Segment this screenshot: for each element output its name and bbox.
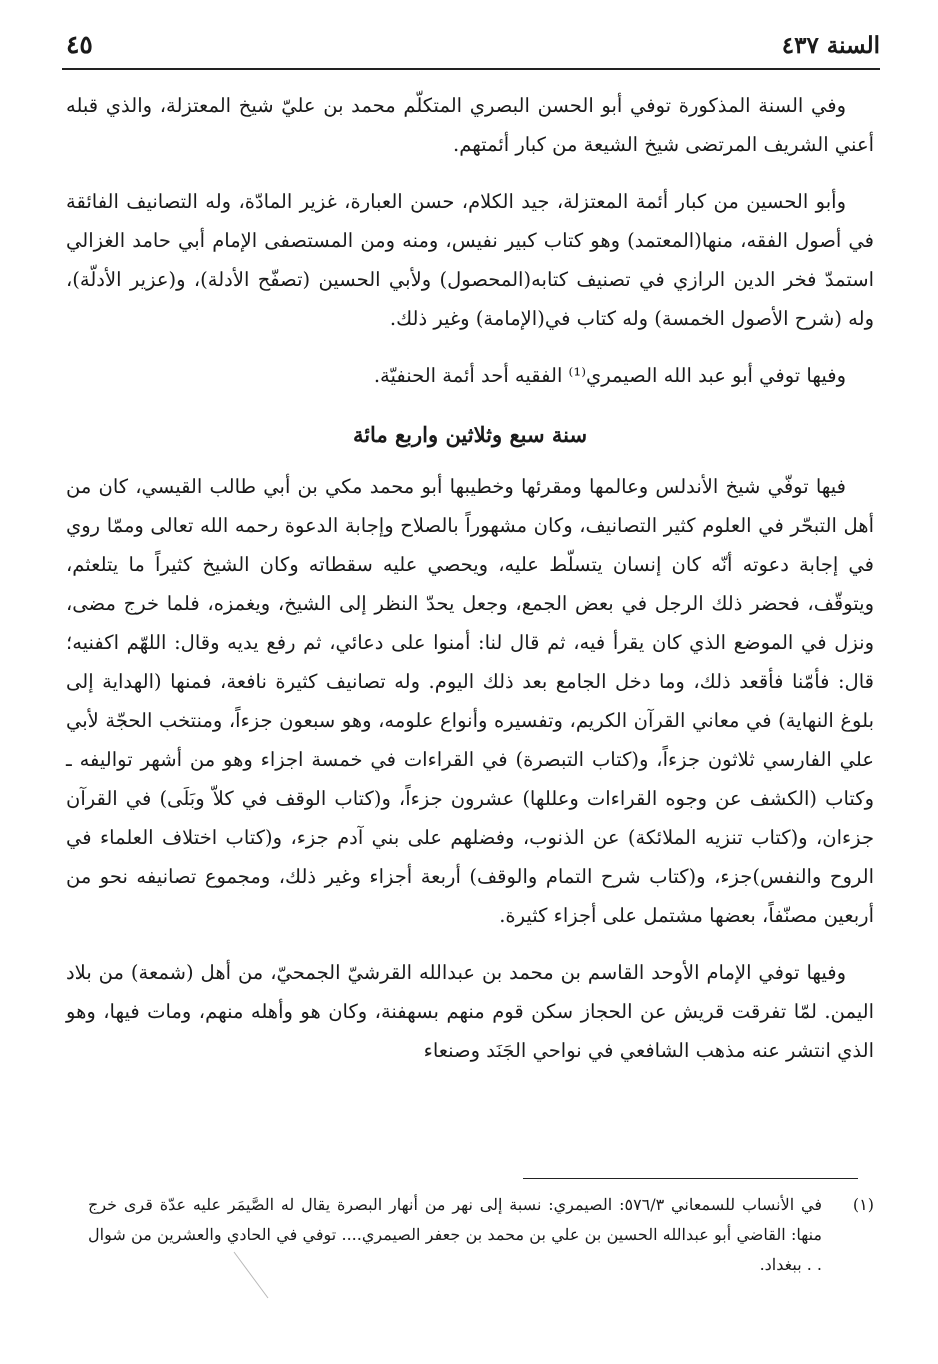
page-header [62, 30, 880, 68]
paragraph-qasim-al-jumahi: وفيها توفي الإمام الأوحد القاسم بن محمد بن عبدالله القرشيّ الجمحيّ، من أهل (شمعة) من بلاد اليمن. لمّا تفرقت قريش عن الحجاز سكن قوم منهم بسهفنة، وكان هو وأهله منهم، ومات فيها، وهو الذي انتشر عنه مذهب الشافعي في نواحي الجَنَد وصنعاء [66, 961, 874, 1062]
main-text [66, 86, 874, 1088]
paragraph-makki-ibn-abi-talib: فيها توفّي شيخ الأندلس وعالمها ومقرئها وخطيبها أبو محمد مكي بن أبي طالب القيسي، كان من أهل التبحّر في العلوم كثير التصانيف، وكان مشهوراً بالصلاح وإجابة الدعوة رحمه الله تعالى وممّا روي في إجابة دعوته أنّه كان إنسان يتسلّط عليه، ويحصي عليه سقطاته وكان الشيخ كثيراً ما يتلعثم، ويتوقّف، فحضر ذلك الرجل في بعض الجمع، وجعل يحدّ النظر إلى الشيخ، ويغمزه، فلما خرج مضى، ونزل في الموضع الذي كان يقرأ فيه، ثم قال لنا: أمنوا على دعائي، ثم رفع يديه وقال: اللهّم اكفنيه؛ قال: فأمّنا فأقعد ذلك، وما دخل الجامع بعد ذلك اليوم. وله تصانيف كثيرة نافعة، فمنها (الهداية إلى بلوغ النهاية) في معاني القرآن الكريم، وتفسيره وأنواع علومه، وهو سبعون جزءاً، ومنتخب الحجّة لأبي علي الفارسي ثلاثون جزءاً، و(كتاب التبصرة) في القراءات في خمسة اجزاء وهو من أشهر تواليفه ـ وكتاب (الكشف عن وجوه القراءات وعللها) عشرون جزءاً، و(كتاب الوقف في كلاّ وبَلَى) في القرآن جزءان، و(كتاب تنزيه الملائكة) عن الذنوب، وفضلهم على بني آدم جزء، و(كتاب اختلاف العلماء في الروح والنفس)جزء، و(كتاب شرح التمام والوقف) أربعة أجزاء وغير ذلك، ومجموع تصانيفه نحو من أربعين مصنّفاً، بعضها مشتمل على أجزاء كثيرة. [66, 475, 874, 927]
paragraph-basri-death: وفي السنة المذكورة توفي أبو الحسن البصري المتكلّم محمد بن عليّ شيخ المعتزلة، والذي قبله أعني الشريف المرتضى شيخ الشيعة من كبار أئمتهم. [66, 94, 874, 156]
paragraph-abu-al-husayn: وأبو الحسين من كبار أئمة المعتزلة، جيد الكلام، حسن العبارة، غزير المادّة، وله التصانيف الفائقة في أصول الفقه، منها(المعتمد) وهو كتاب كبير نفيس، ومنه ومن المستصفى الإمام أبي حامد الغزالي استمدّ فخر الدين الرازي في تصنيف كتابه(المحصول) ولأبي الحسين (تصفّح الأدلة)، و(عزير الأدلّة)، وله (شرح الأصول الخمسة) وله كتاب في(الإمامة) وغير ذلك. [66, 190, 874, 330]
footnote-text: في الأنساب للسمعاني ٥٧٦/٣: الصيمري: نسبة إلى نهر من أنهار البصرة يقال له الصَّيمَر عليه عدّة قرى خرج منها: القاضي أبو عبدالله الحسين بن علي بن محمد بن جعفر الصيمري.... توفي في الحادي والعشرين من شوال . . ببغداد. [88, 1195, 823, 1274]
footnote-rule [523, 1178, 858, 1179]
footnotes [88, 1190, 874, 1280]
page-number: ٤٥ [66, 30, 93, 59]
footnote-item [88, 1190, 874, 1280]
paragraph-saymari-death: وفيها توفي أبو عبد الله الصيمري⁽¹⁾ الفقيه أحد أئمة الحنفيّة. [373, 364, 846, 387]
footnote-number: (١) [852, 1195, 874, 1214]
section-heading: سنة سبع وثلاثين واربع مائة [352, 422, 588, 447]
running-head: السنة ٤٣٧ [781, 32, 880, 59]
scan-artifact-line [232, 1250, 272, 1302]
header-rule [62, 68, 880, 70]
